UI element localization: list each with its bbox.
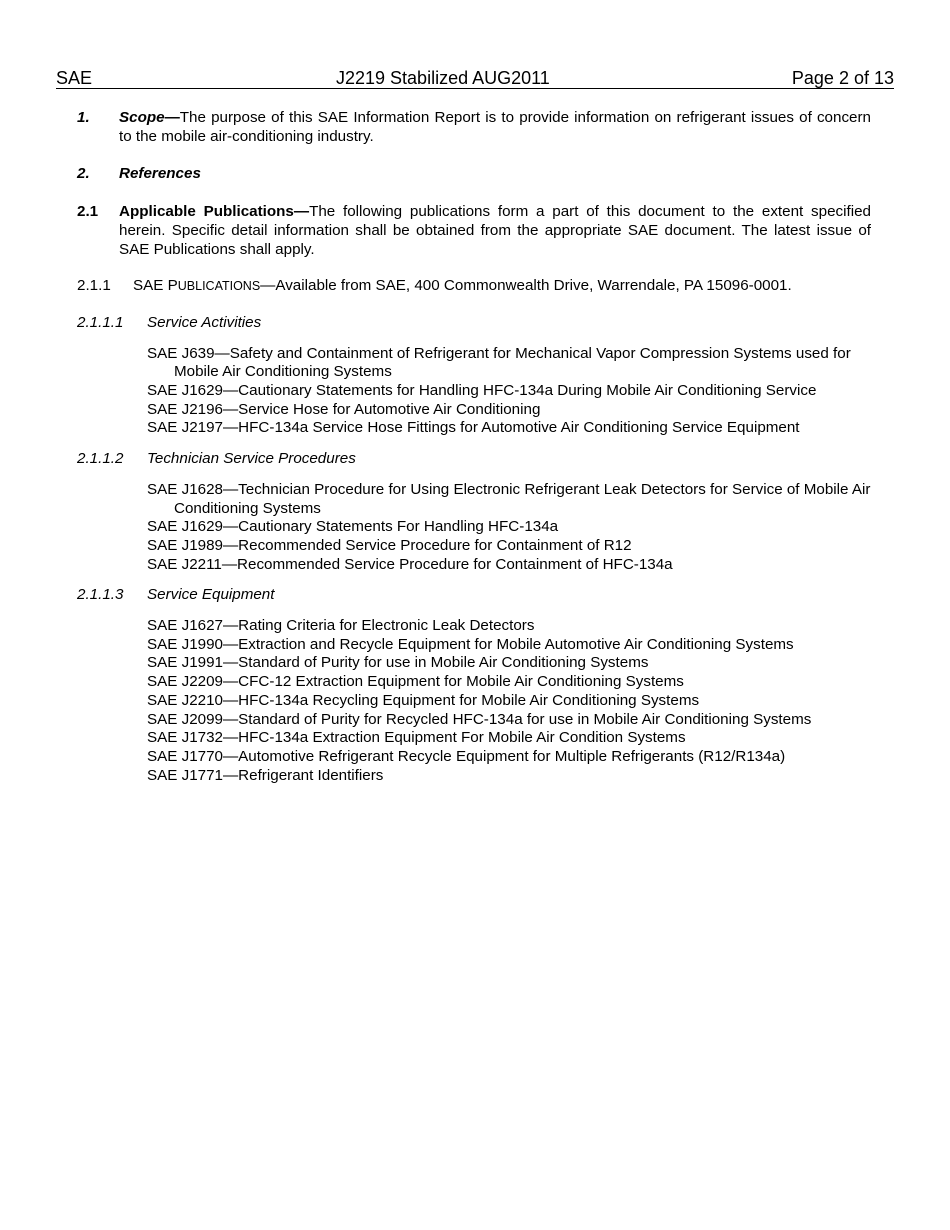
header-doc-id: J2219 Stabilized AUG2011 (336, 68, 550, 88)
section-title: Service Activities (147, 313, 262, 331)
list-item: SAE J2211—Recommended Service Procedure for Containment of HFC-134a (147, 555, 673, 573)
document-body (77, 109, 871, 785)
list-item: SAE J1991—Standard of Purity for use in Mobile Air Conditioning Systems (147, 654, 649, 672)
section-text: —Available from SAE, 400 Commonwealth Drive, Warrendale, PA 15096-0001. (260, 277, 792, 295)
section-title: Scope (119, 109, 165, 126)
technician-procedures-list (147, 481, 871, 575)
list-item: SAE J2099—Standard of Purity for Recycled HFC-134a for use in Mobile Air Conditioning Systems (147, 710, 812, 728)
section-number: 1. (77, 109, 90, 126)
subsection-service-activities (77, 314, 871, 333)
service-equipment-list (147, 617, 871, 785)
header-page-number: Page 2 of 13 (791, 68, 894, 88)
title-dash: — (164, 109, 180, 126)
list-item: SAE J1990—Extraction and Recycle Equipment for Mobile Automotive Air Conditioning Systems (147, 635, 794, 653)
subsection-service-equipment (77, 586, 871, 605)
section-number: 2.1 (77, 203, 99, 221)
section-text: The purpose of this SAE Information Report is to provide information on refrigerant issues of concern to the mobile air-conditioning industry. (119, 109, 871, 145)
section-title: Technician Service Procedures (147, 450, 356, 468)
service-activities-list (147, 345, 871, 439)
list-item: SAE J1771—Refrigerant Identifiers (147, 766, 384, 784)
list-item: SAE J1627—Rating Criteria for Electronic Leak Detectors (147, 617, 535, 635)
section-number: 2.1.1.3 (77, 586, 124, 604)
section-title: Service Equipment (147, 586, 275, 604)
header-org: SAE (56, 68, 93, 88)
list-item: SAE J1628—Technician Procedure for Using Electronic Refrigerant Leak Detectors for Service of Mobile Air Conditioning Systems (147, 480, 871, 517)
list-item: SAE J639—Safety and Containment of Refrigerant for Mechanical Vapor Compression Systems used for Mobile Air Conditioning Systems (147, 344, 851, 381)
list-item: SAE J1629—Cautionary Statements For Handling HFC-134a (147, 518, 559, 536)
section-lead: SAE P (133, 277, 178, 295)
list-item: SAE J2196—Service Hose for Automotive Air Conditioning (147, 400, 541, 418)
list-item: SAE J1989—Recommended Service Procedure for Containment of R12 (147, 536, 632, 554)
section-sae-publications (77, 277, 871, 296)
section-applicable-publications (77, 203, 871, 259)
list-item: SAE J2210—HFC-134a Recycling Equipment for Mobile Air Conditioning Systems (147, 691, 700, 709)
list-item: SAE J1770—Automotive Refrigerant Recycle Equipment for Multiple Refrigerants (R12/R134a) (147, 747, 786, 765)
section-title: Applicable Publications— (119, 203, 310, 221)
section-title: References (119, 165, 201, 183)
section-number: 2.1.1 (77, 277, 111, 295)
section-text: The following publications form a part of this document to the extent specified herein. Specific detail information shall be obtained from the appropriate SAE document. The latest issue of SAE Publications shall apply. (119, 203, 871, 258)
section-references (77, 165, 871, 184)
page-header (56, 67, 894, 89)
section-scope (77, 109, 871, 146)
section-number: 2. (77, 165, 90, 183)
section-number: 2.1.1.2 (77, 450, 124, 468)
section-number: 2.1.1.1 (77, 313, 124, 331)
list-item: SAE J2197—HFC-134a Service Hose Fittings for Automotive Air Conditioning Service Equipment (147, 419, 800, 437)
section-lead-smallcaps: UBLICATIONS (177, 279, 261, 294)
subsection-technician-procedures (77, 450, 871, 469)
list-item: SAE J1629—Cautionary Statements for Handling HFC-134a During Mobile Air Conditioning Service (147, 382, 817, 400)
list-item: SAE J2209—CFC-12 Extraction Equipment for Mobile Air Conditioning Systems (147, 673, 684, 691)
list-item: SAE J1732—HFC-134a Extraction Equipment For Mobile Air Condition Systems (147, 729, 686, 747)
